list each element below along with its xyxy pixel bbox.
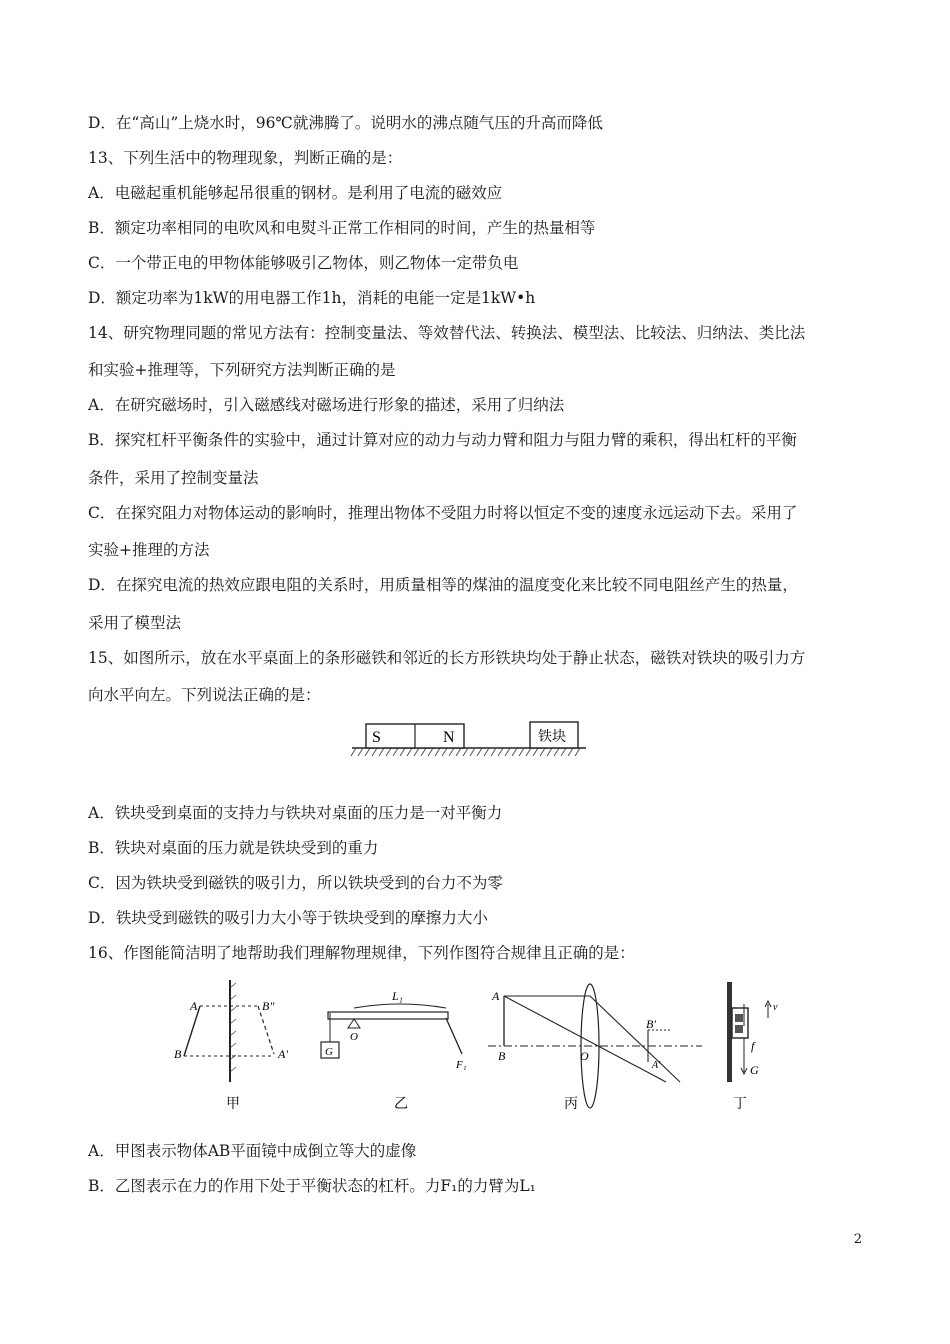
- magnet-s-label: S: [372, 729, 381, 746]
- q15-option-c: C．因为铁块受到磁铁的吸引力，所以铁块受到的台力不为零: [88, 874, 503, 892]
- bing-a-label: A: [492, 989, 500, 1003]
- diagram-jia: [174, 980, 288, 1112]
- q14-option-a: A．在研究磁场时，引入磁感线对磁场进行形象的描述，采用了归纳法: [88, 396, 565, 414]
- caption-jia: 甲: [226, 1096, 240, 1112]
- bing-a2-label: A': [652, 1060, 661, 1071]
- caption-yi: 乙: [394, 1096, 408, 1112]
- q13-option-d: D．额定功率为1kW的用电器工作1h，消耗的电能一定是1kW•h: [88, 289, 536, 307]
- q14-option-d-cont: 采用了模型法: [88, 614, 182, 632]
- bing-o-label: O: [580, 1049, 589, 1063]
- q14-option-c-cont: 实验+推理的方法: [88, 541, 210, 559]
- ding-v-label: v: [773, 1002, 778, 1013]
- jia-a2-label: A': [278, 1047, 288, 1061]
- text-line: D．在“高山”上烧水时，96℃就沸腾了。说明水的沸点随气压的升高而降低: [88, 114, 603, 132]
- q13-option-a: A．电磁起重机能够起吊很重的钢材。是利用了电流的磁效应: [88, 184, 503, 202]
- page-number: 2: [853, 1232, 862, 1247]
- caption-ding: 丁: [733, 1096, 747, 1112]
- caption-bing: 丙: [564, 1096, 578, 1112]
- yi-o-label: O: [350, 1031, 358, 1043]
- diagram-ding: [727, 982, 778, 1112]
- question-15: 15、如图所示，放在水平桌面上的条形磁铁和邻近的长方形铁块均处于静止状态，磁铁对铁块的吸引力方: [88, 649, 806, 667]
- yi-g-label: G: [325, 1046, 333, 1058]
- q14-option-d: D．在探究电流的热效应跟电阻的关系时，用质量相等的煤油的温度变化来比较不同电阻丝产生的热量，: [88, 576, 798, 594]
- q14-option-c: C．在探究阻力对物体运动的影响时，推理出物体不受阻力时将以恒定不变的速度永远运动下去。采用了: [88, 504, 798, 522]
- ding-f-label: f: [751, 1039, 755, 1053]
- q15-option-a: A．铁块受到桌面的支持力与铁块对桌面的压力是一对平衡力: [88, 804, 503, 822]
- iron-block-label: 铁块: [538, 729, 566, 745]
- optics-lever-figure: [170, 978, 790, 1118]
- q13-option-c: C．一个带正电的甲物体能够吸引乙物体，则乙物体一定带负电: [88, 254, 519, 272]
- question-13: 13、下列生活中的物理现象，判断正确的是：: [88, 149, 403, 167]
- jia-b-label: B: [174, 1047, 182, 1061]
- q14-option-b: B．探究杠杆平衡条件的实验中，通过计算对应的动力与动力臂和阻力与阻力臂的乘积，得出杠杆的平衡: [88, 431, 797, 449]
- question-15-cont: 向水平向左。下列说法正确的是：: [88, 686, 321, 704]
- question-14-cont: 和实验+推理等，下列研究方法判断正确的是: [88, 361, 396, 379]
- diagram-yi: [321, 989, 467, 1112]
- jia-a-label: A: [190, 999, 198, 1013]
- q13-option-b: B．额定功率相同的电吹风和电熨斗正常工作相同的时间，产生的热量相等: [88, 219, 596, 237]
- magnet-n-label: N: [443, 729, 455, 746]
- q14-option-b-cont: 条件，采用了控制变量法: [88, 469, 259, 487]
- q16-option-b: B．乙图表示在力的作用下处于平衡状态的杠杆。力F₁的力臂为L₁: [88, 1177, 536, 1195]
- bing-b-label: B: [498, 1049, 506, 1063]
- diagram-bing: [488, 984, 702, 1112]
- yi-l1-label: L₁: [392, 989, 403, 1003]
- question-14: 14、研究物理同题的常见方法有：控制变量法、等效替代法、转换法、模型法、比较法、归纳法、类比法: [88, 324, 806, 342]
- q15-option-b: B．铁块对桌面的压力就是铁块受到的重力: [88, 839, 379, 857]
- q15-option-d: D．铁块受到磁铁的吸引力大小等于铁块受到的摩擦力大小: [88, 909, 488, 927]
- q16-option-a: A．甲图表示物体AB平面镜中成倒立等大的虚像: [88, 1142, 417, 1160]
- ding-g-label: G: [750, 1063, 759, 1077]
- bing-b2-label: B': [646, 1017, 656, 1031]
- yi-f1-label: F₁: [456, 1059, 467, 1071]
- jia-b2-label: B": [262, 999, 275, 1013]
- question-16: 16、作图能简洁明了地帮助我们理解物理规律，下列作图符合规律且正确的是：: [88, 944, 635, 962]
- magnet-iron-figure: [350, 718, 590, 764]
